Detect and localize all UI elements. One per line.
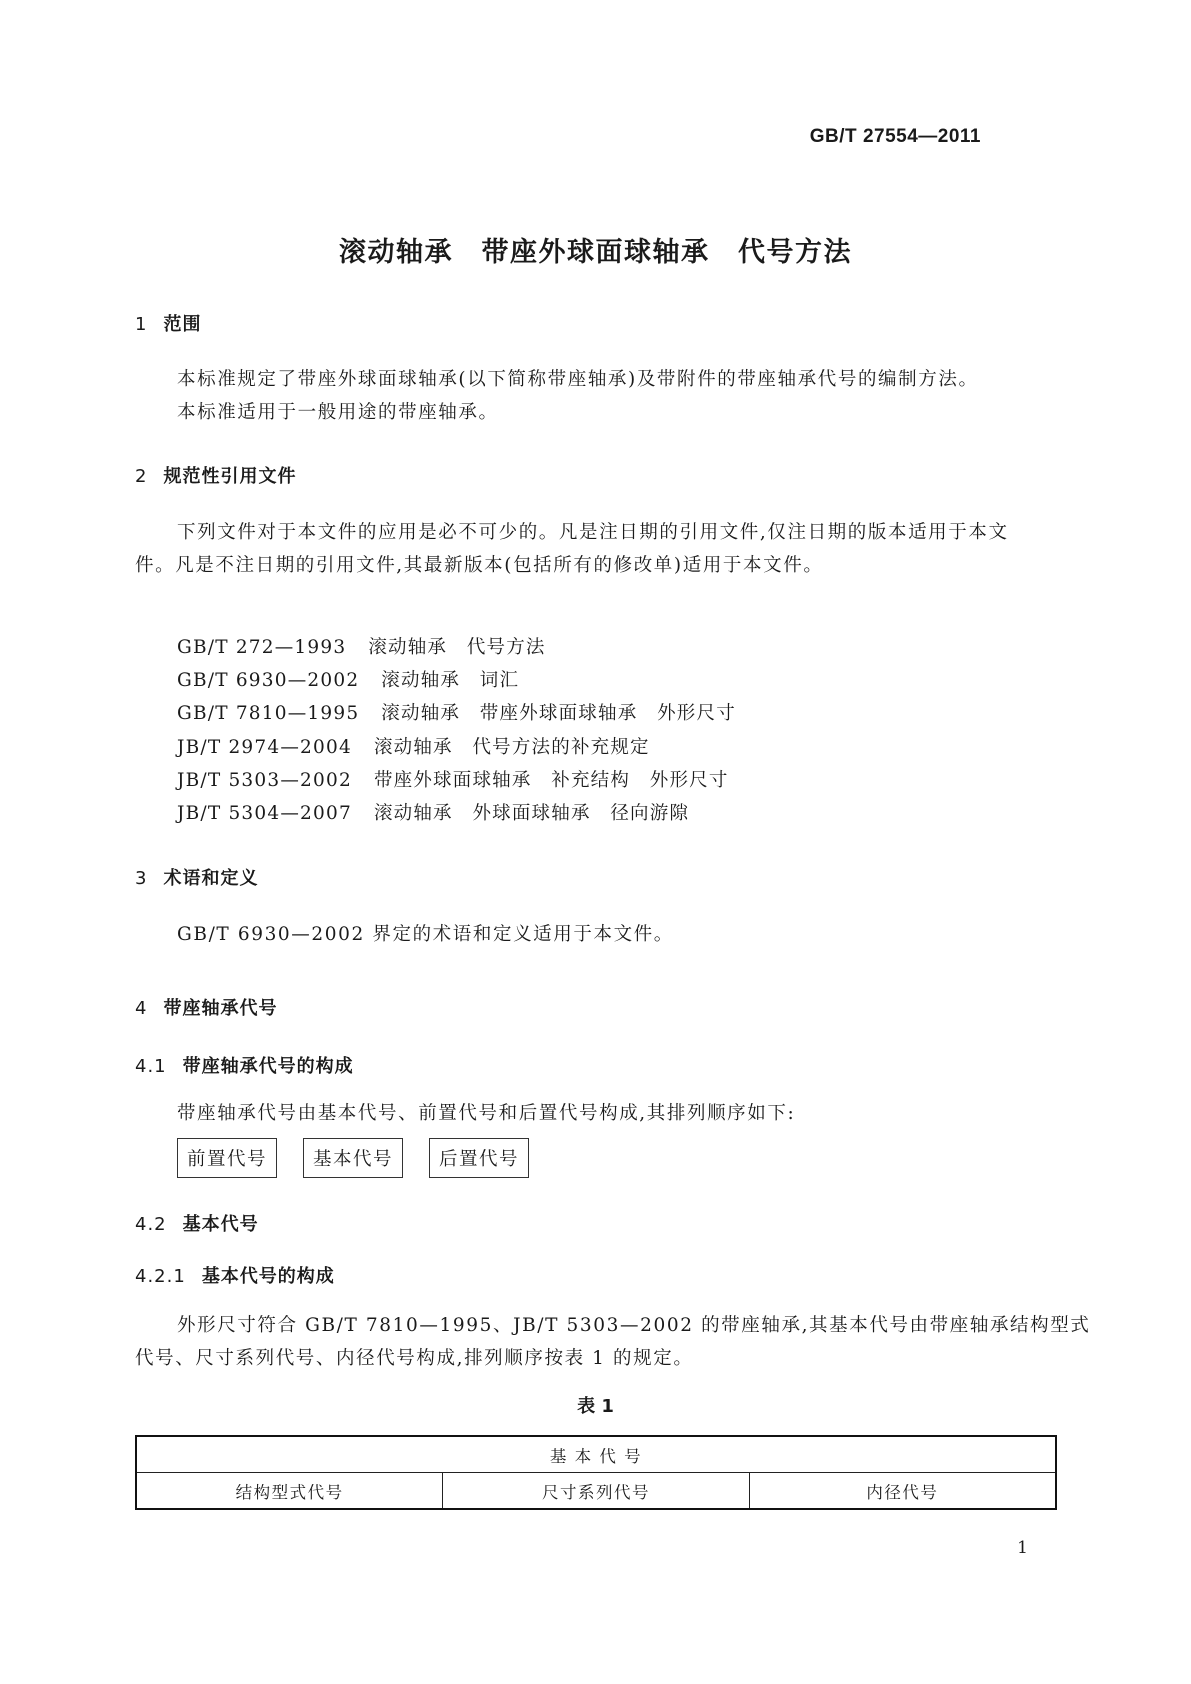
paragraph: 外形尺寸符合 GB/T 7810—1995、JB/T 5303—2002 的带座轴承,其基本代号由带座轴承结构型式 <box>177 1315 1091 1336</box>
reference-title: 滚动轴承 外球面球轴承 径向游隙 <box>373 803 690 824</box>
reference-item <box>177 666 519 692</box>
section-number: 2 <box>135 466 148 487</box>
section-4-2-heading <box>135 1210 259 1236</box>
table-cell: 内径代号 <box>749 1473 1056 1510</box>
reference-code: GB/T 6930—2002 <box>177 670 360 691</box>
reference-title: 滚动轴承 带座外球面球轴承 外形尺寸 <box>381 703 736 724</box>
basic-code-box: 基本代号 <box>303 1138 403 1178</box>
section-title: 规范性引用文件 <box>163 466 297 487</box>
paragraph: 带座轴承代号由基本代号、前置代号和后置代号构成,其排列顺序如下: <box>177 1103 796 1124</box>
section-1-heading <box>135 310 201 336</box>
section-3-heading <box>135 864 258 890</box>
section-number: 4 <box>135 998 148 1019</box>
paragraph: 本标准规定了带座外球面球轴承(以下简称带座轴承)及带附件的带座轴承代号的编制方法。 <box>177 369 979 390</box>
section-number: 4.2 <box>135 1214 167 1235</box>
section-4-1-heading <box>135 1052 354 1078</box>
section-title: 带座轴承代号的构成 <box>182 1056 354 1077</box>
reference-code: JB/T 2974—2004 <box>177 737 352 758</box>
section-number: 3 <box>135 868 148 889</box>
section-2-heading <box>135 462 296 488</box>
reference-code: JB/T 5303—2002 <box>177 770 352 791</box>
section-title: 基本代号 <box>182 1214 259 1235</box>
table-row <box>136 1473 1056 1510</box>
section-number: 4.2.1 <box>135 1266 186 1287</box>
section-title: 基本代号的构成 <box>201 1266 335 1287</box>
table-header-cell: 基 本 代 号 <box>136 1436 1056 1473</box>
reference-item <box>177 733 650 759</box>
section-title: 范围 <box>163 314 202 335</box>
page-number: 1 <box>1017 1538 1028 1558</box>
table-cell: 尺寸系列代号 <box>443 1473 750 1510</box>
table-cell: 结构型式代号 <box>136 1473 443 1510</box>
reference-title: 滚动轴承 词汇 <box>381 670 520 691</box>
section-number: 1 <box>135 314 148 335</box>
paragraph: GB/T 6930—2002 界定的术语和定义适用于本文件。 <box>177 924 674 945</box>
section-4-2-1-heading <box>135 1262 335 1288</box>
reference-code: GB/T 272—1993 <box>177 637 347 658</box>
prefix-code-box: 前置代号 <box>177 1138 277 1178</box>
reference-title: 滚动轴承 代号方法 <box>368 637 546 658</box>
table-1 <box>135 1435 1057 1510</box>
reference-title: 滚动轴承 代号方法的补充规定 <box>373 737 650 758</box>
paragraph: 代号、尺寸系列代号、内径代号构成,排列顺序按表 1 的规定。 <box>135 1348 694 1369</box>
reference-item <box>177 699 736 725</box>
section-4-heading <box>135 994 277 1020</box>
reference-code: GB/T 7810—1995 <box>177 703 360 724</box>
paragraph: 下列文件对于本文件的应用是必不可少的。凡是注日期的引用文件,仅注日期的版本适用于本文 <box>177 522 1009 543</box>
paragraph: 件。凡是不注日期的引用文件,其最新版本(包括所有的修改单)适用于本文件。 <box>135 555 824 576</box>
table-caption: 表 1 <box>577 1396 614 1417</box>
document-title: 滚动轴承 带座外球面球轴承 代号方法 <box>339 237 852 268</box>
table-header-row <box>136 1436 1056 1473</box>
reference-item <box>177 766 729 792</box>
section-title: 术语和定义 <box>163 868 259 889</box>
code-order-boxes <box>177 1138 529 1178</box>
section-title: 带座轴承代号 <box>163 998 278 1019</box>
standard-code: GB/T 27554—2011 <box>809 126 981 147</box>
reference-item <box>177 633 546 659</box>
paragraph: 本标准适用于一般用途的带座轴承。 <box>177 402 499 423</box>
suffix-code-box: 后置代号 <box>429 1138 529 1178</box>
reference-title: 带座外球面球轴承 补充结构 外形尺寸 <box>373 770 729 791</box>
section-number: 4.1 <box>135 1056 167 1077</box>
reference-item <box>177 799 689 825</box>
reference-code: JB/T 5304—2007 <box>177 803 352 824</box>
